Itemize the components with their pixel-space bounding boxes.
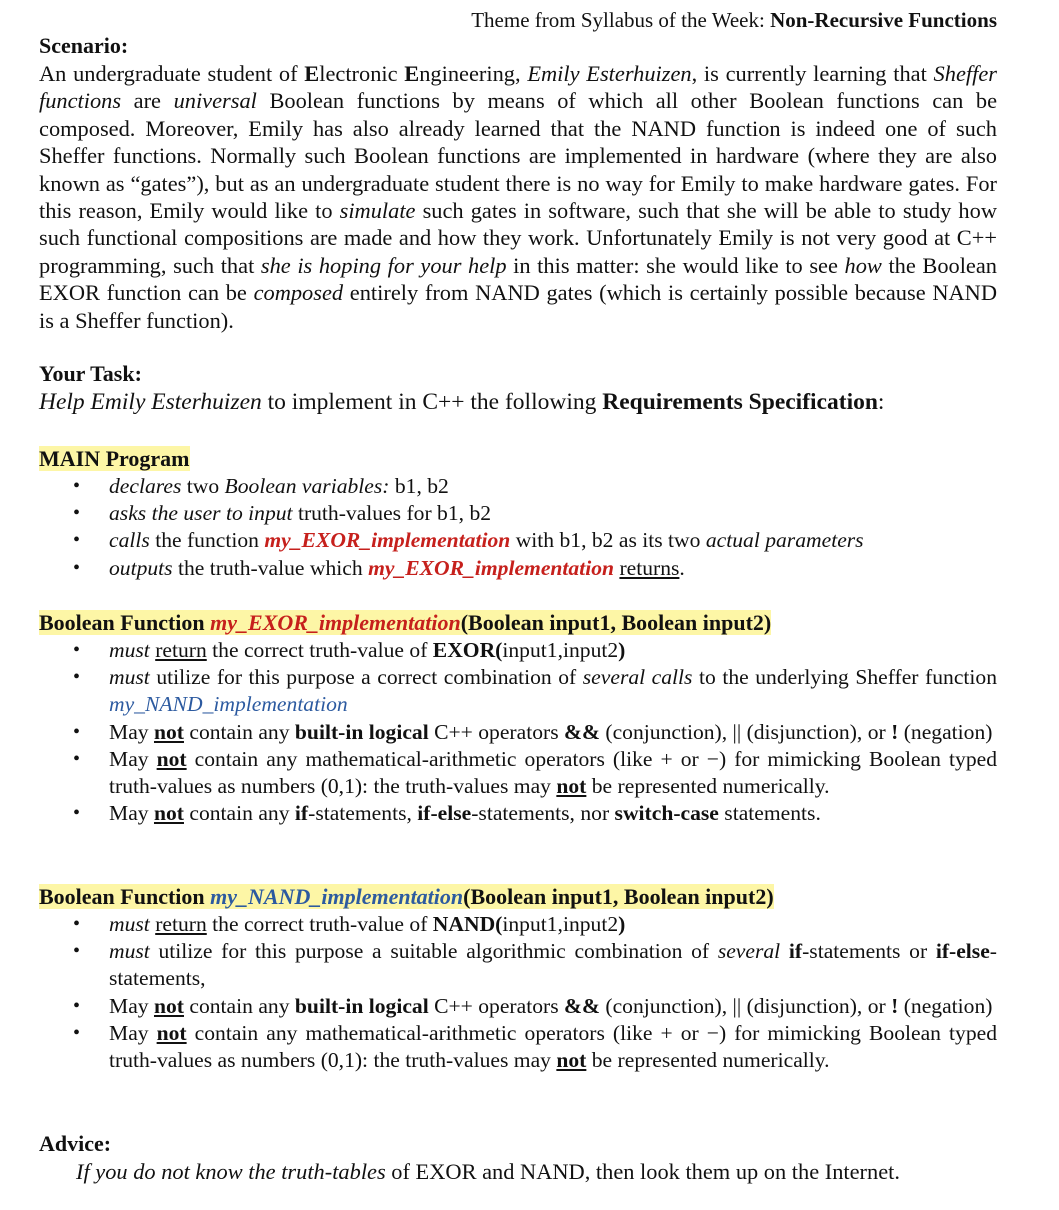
list-item: • May not contain any mathematical-arithmetic operators (like + or −) for mimicking Boolean typed truth-values as numbers (0,1): the truth-values may not be represented numerically. <box>39 1020 997 1074</box>
list-item: • outputs the truth-value which my_EXOR_implementation returns. <box>39 555 997 582</box>
theme-title: Non-Recursive Functions <box>770 8 997 32</box>
advice-section <box>39 1131 997 1185</box>
nand-requirements-list <box>39 911 997 1074</box>
nand-function-heading: Boolean Function my_NAND_implementation(Boolean input1, Boolean input2) <box>39 884 774 909</box>
advice-text: If you do not know the truth-tables of EXOR and NAND, then look them up on the Internet. <box>76 1159 900 1184</box>
list-item: • calls the function my_EXOR_implementation with b1, b2 as its two actual parameters <box>39 527 997 554</box>
syllabus-theme-header: Theme from Syllabus of the Week: Non-Recursive Functions <box>471 8 997 32</box>
exor-function-heading: Boolean Function my_EXOR_implementation(Boolean input1, Boolean input2) <box>39 610 772 635</box>
nand-function-section <box>39 884 997 1074</box>
list-item: • must return the correct truth-value of NAND(input1,input2) <box>39 911 997 938</box>
list-item: • May not contain any built-in logical C++ operators && (conjunction), || (disjunction), or ! (negation) <box>39 719 997 746</box>
list-item: • must utilize for this purpose a suitable algorithmic combination of several if-statements or if-else-statements, <box>39 938 997 992</box>
exor-requirements-list <box>39 637 997 827</box>
list-item: • May not contain any built-in logical C++ operators && (conjunction), || (disjunction), or ! (negation) <box>39 993 997 1020</box>
exor-function-section <box>39 610 997 827</box>
scenario-heading: Scenario: <box>39 33 129 58</box>
task-statement: Help Emily Esterhuizen to implement in C++ the following Requirements Specification: <box>39 389 885 415</box>
list-item: • must return the correct truth-value of EXOR(input1,input2) <box>39 637 997 664</box>
main-program-section <box>39 446 997 582</box>
task-section <box>39 361 997 416</box>
list-item: • asks the user to input truth-values for b1, b2 <box>39 500 997 527</box>
list-item: • must utilize for this purpose a correct combination of several calls to the underlying Sheffer function my_NAND_implementation <box>39 664 997 718</box>
task-heading: Your Task: <box>39 361 142 386</box>
list-item: • May not contain any mathematical-arithmetic operators (like + or −) for mimicking Boolean typed truth-values as numbers (0,1): the truth-values may not be represented numerically. <box>39 746 997 800</box>
list-item: • May not contain any if-statements, if-else-statements, nor switch-case statements. <box>39 800 997 827</box>
list-item: • declares two Boolean variables: b1, b2 <box>39 473 997 500</box>
scenario-section <box>39 33 997 334</box>
main-program-heading: MAIN Program <box>39 446 190 471</box>
advice-heading: Advice: <box>39 1131 112 1156</box>
main-requirements-list <box>39 473 997 582</box>
scenario-paragraph: An undergraduate student of Electronic Engineering, Emily Esterhuizen, is currently learning that Sheffer functions are universal Boolean functions by means of which all other Boolean functions can be composed. Moreover, Emily has also already learned that the NAND function is indeed one of such Sheffer functions. Normally such Boolean functions are implemented in hardware (where they are also known as “gates”), but as an undergraduate student there is no way for Emily to make hardware gates. For this reason, Emily would like to simulate such gates in software, such that she will be able to study how such functional compositions are made and how they work. Unfortunately Emily is not very good at C++ programming, such that she is hoping for your help in this matter: she would like to see how the Boolean EXOR function can be composed entirely from NAND gates (which is certainly possible because NAND is a Sheffer function). <box>39 61 998 333</box>
